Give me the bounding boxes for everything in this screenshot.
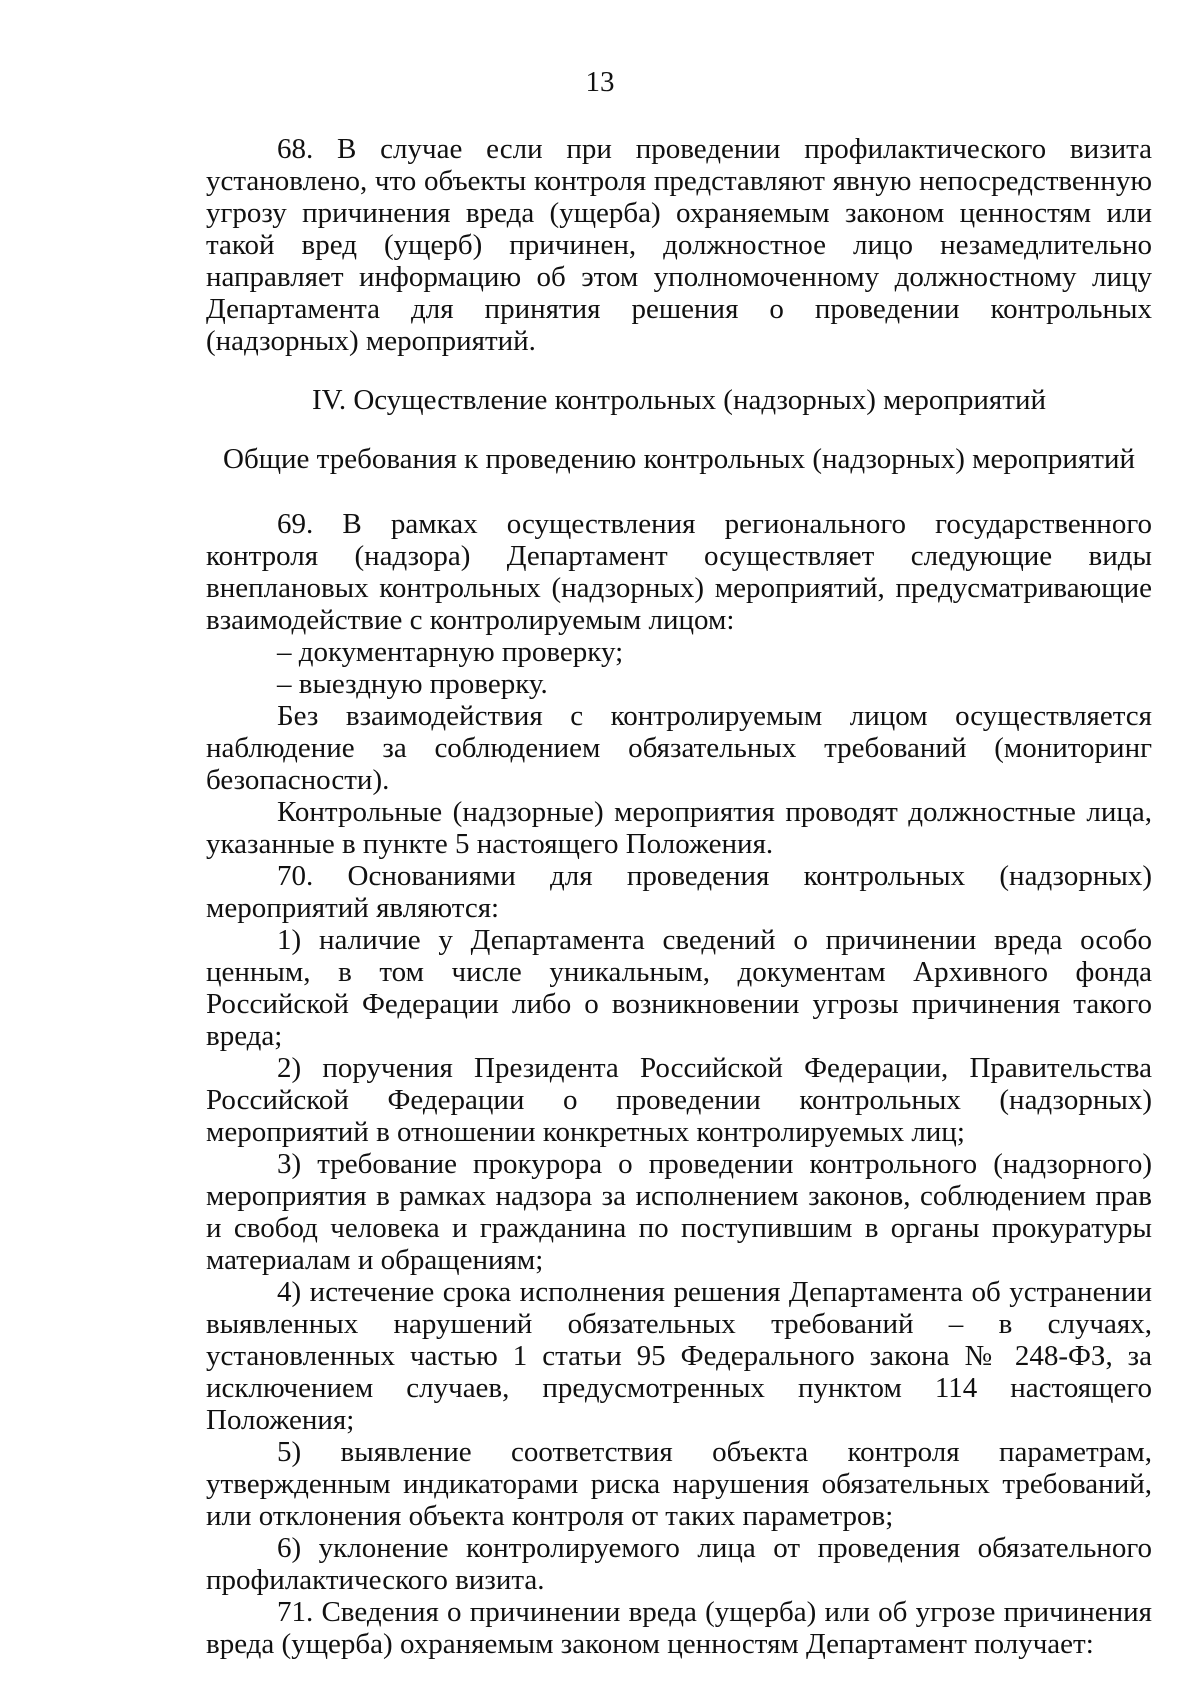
list-item-5: 5) выявление соответствия объекта контроля параметрам, утвержденным индикаторами риска нарушения обязательных требований, или отклонения объекта контроля от таких параметров; bbox=[206, 1436, 1152, 1532]
paragraph-70: 70. Основаниями для проведения контрольных (надзорных) мероприятий являются: bbox=[206, 860, 1152, 924]
section-title: IV. Осуществление контрольных (надзорных) мероприятий bbox=[312, 384, 1046, 416]
list-item-1: 1) наличие у Департамента сведений о причинении вреда особо ценным, в том числе уникальным, документам Архивного фонда Российской Федерации либо о возникновении угрозы причинения такого вреда; bbox=[206, 924, 1152, 1052]
paragraph-officials: Контрольные (надзорные) мероприятия проводят должностные лица, указанные в пункте 5 настоящего Положения. bbox=[206, 796, 1152, 860]
paragraph-68: 68. В случае если при проведении профилактического визита установлено, что объекты контроля представляют явную непосредственную угрозу причинения вреда (ущерба) охраняемым законом ценностям или такой вред (ущерб) причинен, должностное лицо незамедлительно направляет информацию об этом уполномоченному должностному лицу Департамента для принятия решения о проведении контрольных (надзорных) мероприятий. bbox=[206, 133, 1152, 357]
paragraph-71: 71. Сведения о причинении вреда (ущерба) или об угрозе причинения вреда (ущерба) охраняемым законом ценностям Департамент получает: bbox=[206, 1596, 1152, 1660]
dash-item-documentary-check: – документарную проверку; bbox=[277, 636, 624, 668]
dash-item-onsite-check: – выездную проверку. bbox=[277, 668, 548, 700]
paragraph-no-interaction: Без взаимодействия с контролируемым лицом осуществляется наблюдение за соблюдением обязательных требований (мониторинг безопасности). bbox=[206, 700, 1152, 796]
list-item-2: 2) поручения Президента Российской Федерации, Правительства Российской Федерации о проведении контрольных (надзорных) мероприятий в отношении конкретных контролируемых лиц; bbox=[206, 1052, 1152, 1148]
list-item-6: 6) уклонение контролируемого лица от проведения обязательного профилактического визита. bbox=[206, 1532, 1152, 1596]
subsection-title: Общие требования к проведению контрольных (надзорных) мероприятий bbox=[223, 443, 1135, 475]
paragraph-69: 69. В рамках осуществления регионального государственного контроля (надзора) Департамент осуществляет следующие виды внеплановых контрольных (надзорных) мероприятий, предусматривающие взаимодействие с контролируемым лицом: bbox=[206, 508, 1152, 636]
list-item-4: 4) истечение срока исполнения решения Департамента об устранении выявленных нарушений обязательных требований – в случаях, установленных частью 1 статьи 95 Федерального закона № 248-ФЗ, за исключением случаев, предусмотренных пунктом 114 настоящего Положения; bbox=[206, 1276, 1152, 1436]
document-body bbox=[206, 133, 1152, 1660]
list-item-3: 3) требование прокурора о проведении контрольного (надзорного) мероприятия в рамках надзора за исполнением законов, соблюдением прав и свобод человека и гражданина по поступившим в органы прокуратуры материалам и обращениям; bbox=[206, 1148, 1152, 1276]
page-number: 13 bbox=[585, 66, 615, 98]
